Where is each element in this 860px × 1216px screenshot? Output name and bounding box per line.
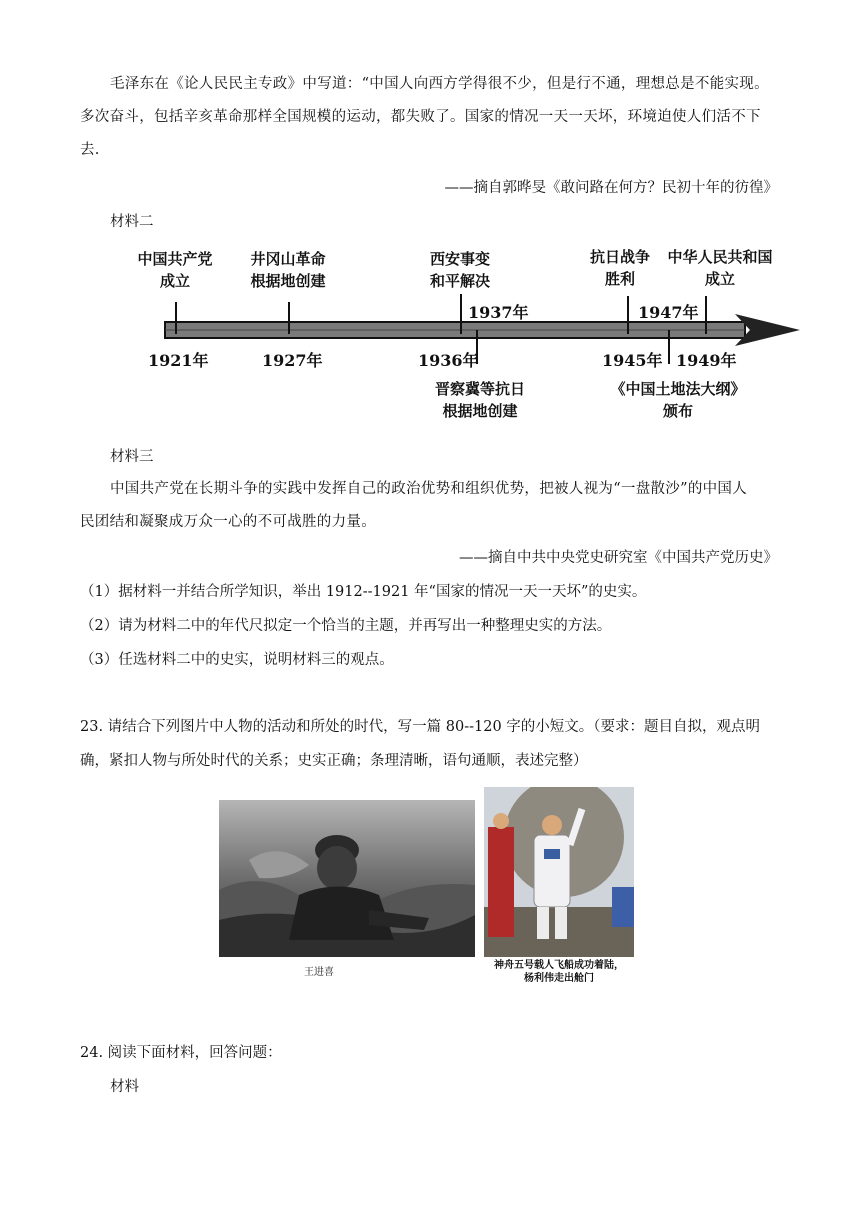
question-3: （3）任选材料二中的史实，说明材料三的观点。	[80, 652, 394, 668]
year-1945: 1945年	[602, 351, 663, 370]
material1-line3: 去.	[80, 142, 100, 158]
year-1937: 1937年	[468, 303, 529, 322]
material3-source: ——摘自中共中央党史研究室《中国共产党历史》	[459, 550, 778, 566]
material2-label: 材料二	[110, 214, 154, 230]
material3-paragraph	[80, 473, 780, 506]
photo-wang-jinxi-caption: 王进喜	[304, 967, 334, 978]
material1-paragraph	[80, 68, 780, 101]
year-1947: 1947年	[638, 303, 699, 322]
event-cpc-founded: 中国共产党 成立	[137, 250, 213, 290]
timeline-figure	[120, 234, 810, 429]
material1-line1: 毛泽东在《论人民民主专政》中写道：“中国人向西方学得很不少，但是行不通，理想总是不能实现。	[110, 76, 769, 92]
photo-wang-jinxi	[219, 800, 475, 957]
event-land-law: 《中国土地法大纲》 颁布	[610, 380, 746, 420]
question-2: （2）请为材料二中的年代尺拟定一个恰当的主题，并再写出一种整理史实的方法。	[80, 618, 612, 634]
photo-yang-liwei-image	[484, 787, 634, 957]
material3-line1: 中国共产党在长期斗争的实践中发挥自己的政治优势和组织优势，把被人视为“一盘散沙”的中国人	[110, 481, 748, 497]
event-jinchaji: 晋察冀等抗日 根据地创建	[434, 380, 525, 420]
event-xian-incident: 西安事变 和平解决	[429, 250, 490, 290]
year-1949: 1949年	[676, 351, 737, 370]
photo-wang-jinxi-image	[219, 800, 475, 957]
year-1936: 1936年	[418, 351, 479, 370]
material1-line2: 多次奋斗，包括辛亥革命那样全国规模的运动，都失败了。国家的情况一天一天坏，环境迫使人们活不下	[80, 109, 761, 125]
material3-label: 材料三	[110, 449, 154, 465]
event-prc-founded: 中华人民共和国 成立	[667, 248, 773, 288]
question-1: （1）据材料一并结合所学知识，举出 1912--1921 年“国家的情况一天一天坏”的史实。	[80, 584, 647, 600]
question-23-line2: 确，紧扣人物与所处时代的关系；史实正确；条理清晰，语句通顺，表述完整）	[80, 753, 588, 769]
photo-yang-liwei	[484, 787, 634, 957]
question-24-title: 24. 阅读下面材料，回答问题：	[80, 1045, 282, 1061]
question-24-material-label: 材料	[110, 1079, 139, 1095]
material3-line2: 民团结和凝聚成万众一心的不可战胜的力量。	[80, 514, 376, 530]
event-war-victory: 抗日战争 胜利	[589, 248, 650, 288]
material1-paragraph-cont	[80, 101, 780, 167]
year-1927: 1927年	[262, 351, 323, 370]
question-23-line1: 23. 请结合下列图片中人物的活动和所处的时代，写一篇 80--120 字的小短文。（要求：题目自拟，观点明	[80, 719, 761, 735]
material1-source: ——摘自郭晔旻《敢问路在何方？民初十年的彷徨》	[444, 180, 778, 196]
material3-paragraph-cont	[80, 506, 780, 539]
event-jinggangshan: 井冈山革命 根据地创建	[250, 250, 326, 290]
photo-yang-liwei-caption: 神舟五号载人飞船成功着陆， 杨利伟走出舱门	[494, 960, 624, 984]
year-1921: 1921年	[148, 351, 209, 370]
